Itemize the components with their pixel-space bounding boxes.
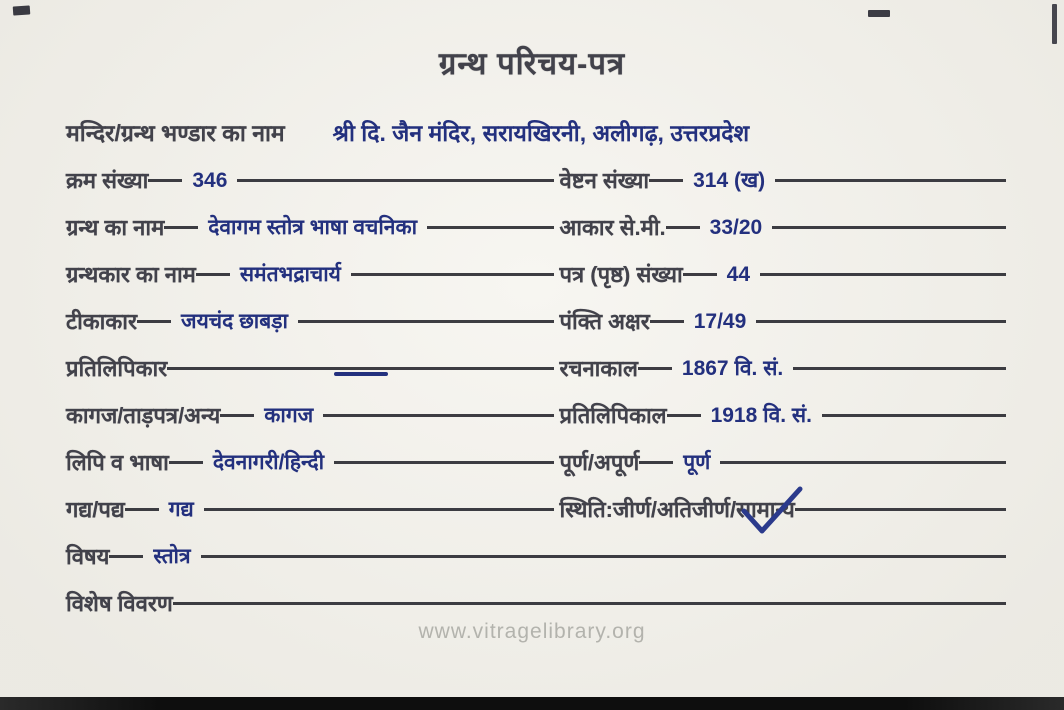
rule-line: [169, 461, 203, 464]
rule-line: [775, 179, 1006, 182]
form-row: [66, 164, 1006, 211]
rule-line: [173, 602, 1006, 605]
header-row: [0, 110, 1064, 150]
rule-line: [793, 367, 1006, 370]
rule-line: [683, 273, 717, 276]
scan-edge-strip: [0, 697, 1064, 710]
rule-line: [323, 414, 553, 417]
scan-artifact-mark: [1052, 4, 1057, 44]
condition-option-text: सामान्य: [736, 497, 795, 522]
form-row: [66, 446, 1006, 493]
page-title: ग्रन्थ परिचय-पत्र: [438, 46, 626, 81]
copy-date-label: प्रतिलिपिकाल: [559, 403, 667, 428]
book-name-label: ग्रन्थ का नाम: [66, 215, 165, 240]
serial-number-value: 346: [192, 169, 228, 192]
author-value: समंतभद्राचार्य: [239, 263, 341, 286]
bundle-number-label: वेष्टन संख्या: [559, 168, 650, 193]
rule-line: [109, 555, 143, 558]
rule-line: [220, 414, 254, 417]
script-language-value: देवनागरी/हिन्दी: [212, 451, 325, 474]
page-count-value: 44: [726, 263, 751, 286]
scan-artifact-mark: [13, 5, 31, 15]
commentator-label: टीकाकार: [66, 309, 137, 334]
script-language-label: लिपि व भाषा: [66, 450, 169, 475]
handwritten-dash-mark: [334, 372, 388, 376]
rule-line: [164, 226, 198, 229]
rule-line: [650, 320, 684, 323]
rule-line: [822, 414, 1006, 417]
rule-line: [639, 461, 673, 464]
form-row: [66, 493, 1006, 540]
special-details-label: विशेष विवरण: [66, 591, 173, 616]
form-rows: [0, 164, 1064, 634]
bundle-number-value: 314 (ख): [693, 169, 766, 192]
rule-line: [760, 273, 1006, 276]
subject-label: विषय: [66, 544, 110, 569]
author-label: ग्रन्थकार का नाम: [66, 262, 196, 287]
rule-line: [427, 226, 553, 229]
form-row: [66, 540, 1006, 587]
composition-date-label: रचनाकाल: [559, 356, 638, 381]
watermark-text: www.vitragelibrary.org: [418, 620, 646, 643]
form-row: [66, 305, 1006, 352]
size-value: 33/20: [709, 216, 763, 239]
lines-letters-label: पंक्ति अक्षर: [559, 309, 650, 334]
material-value: कागज: [264, 404, 314, 427]
condition-label: स्थिति:जीर्ण/अतिजीर्ण/: [559, 497, 737, 522]
composition-date-value: 1867 वि. सं.: [681, 357, 784, 380]
rule-line: [148, 179, 182, 182]
scan-artifact-mark: [868, 10, 890, 17]
form-row: [66, 211, 1006, 258]
prose-verse-value: गद्य: [168, 498, 194, 521]
rule-line: [649, 179, 683, 182]
rule-line: [666, 226, 700, 229]
rule-line: [196, 273, 230, 276]
temple-name-label: मन्दिर/ग्रन्थ भण्डार का नाम: [66, 120, 285, 146]
rule-line: [237, 179, 553, 182]
rule-line: [167, 367, 553, 370]
form-row: [66, 352, 1006, 399]
form-row: [66, 399, 1006, 446]
rule-line: [756, 320, 1006, 323]
subject-value: स्तोत्र: [153, 545, 191, 568]
copy-date-value: 1918 वि. सं.: [710, 404, 812, 427]
size-label: आकार से.मी.: [559, 215, 666, 240]
rule-line: [204, 508, 554, 511]
rule-line: [638, 367, 672, 370]
condition-checked-option: [736, 493, 795, 527]
lines-letters-value: 17/49: [693, 310, 747, 333]
book-name-value: देवागम स्तोत्र भाषा वचनिका: [208, 216, 418, 239]
rule-line: [298, 320, 554, 323]
rule-line: [334, 461, 553, 464]
material-label: कागज/ताड़पत्र/अन्य: [66, 403, 221, 428]
rule-line: [720, 461, 1006, 464]
rule-line: [201, 555, 1006, 558]
rule-line: [772, 226, 1006, 229]
completeness-value: पूर्ण: [683, 451, 711, 474]
copyist-label: प्रतिलिपिकार: [66, 356, 168, 381]
prose-verse-label: गद्य/पद्य: [66, 497, 125, 522]
page-count-label: पत्र (पृष्ठ) संख्या: [559, 262, 683, 287]
rule-line: [795, 508, 1006, 511]
rule-line: [667, 414, 701, 417]
serial-number-label: क्रम संख्या: [66, 168, 149, 193]
rule-line: [351, 273, 554, 276]
rule-line: [125, 508, 159, 511]
form-row: [66, 258, 1006, 305]
commentator-value: जयचंद छाबड़ा: [180, 310, 288, 333]
completeness-label: पूर्ण/अपूर्ण: [559, 450, 640, 475]
temple-name-value: श्री दि. जैन मंदिर, सरायखिरनी, अलीगढ़, उत्तरप्रदेश: [332, 120, 750, 146]
rule-line: [137, 320, 171, 323]
